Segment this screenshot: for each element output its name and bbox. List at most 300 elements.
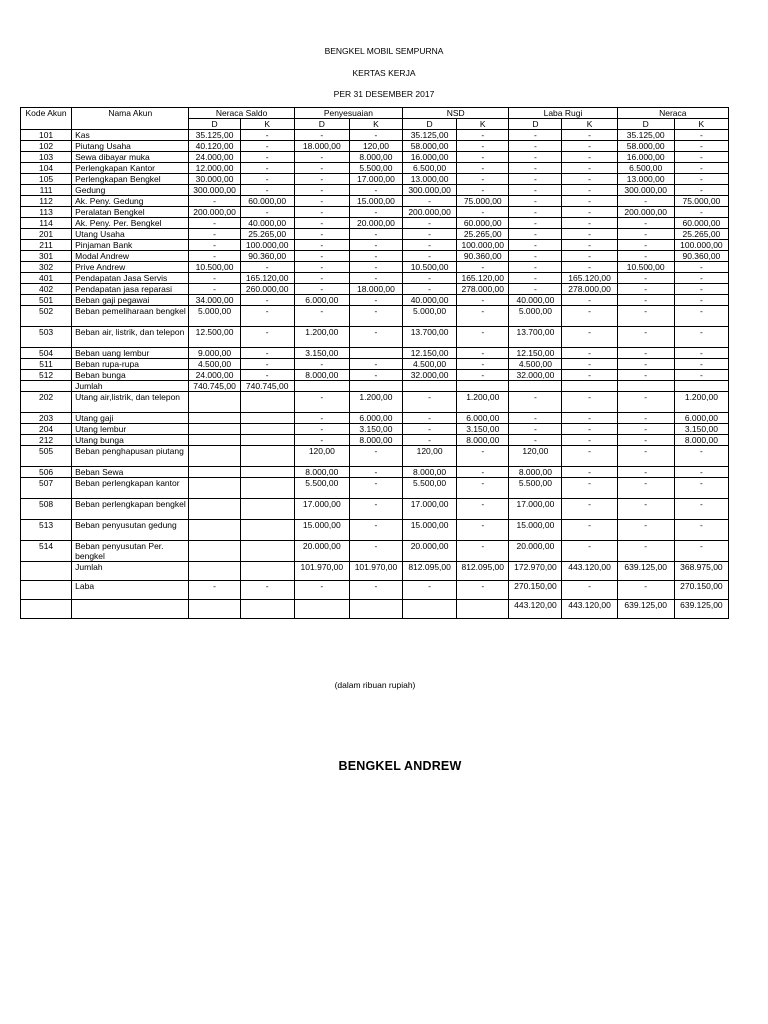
worksheet-table — [20, 107, 729, 619]
table-row — [21, 185, 729, 196]
cell-kode-akun: 502 — [21, 306, 72, 327]
cell-nsd-d: - — [403, 413, 457, 424]
cell-nrc-k: - — [674, 207, 728, 218]
cell-ns-k — [240, 424, 294, 435]
cell-lr-k: - — [562, 163, 617, 174]
cell-ns-d: - — [189, 240, 240, 251]
cell-adj-d: - — [294, 163, 349, 174]
cell-lr-d: 270.150,00 — [509, 581, 562, 600]
cell-ns-d: 40.120,00 — [189, 141, 240, 152]
cell-ns-k: 25.265,00 — [240, 229, 294, 240]
cell-ns-k: - — [240, 327, 294, 348]
cell-adj-d: - — [294, 207, 349, 218]
cell-nrc-k: - — [674, 446, 728, 467]
cell-kode-akun: 504 — [21, 348, 72, 359]
cell-lr-k: - — [562, 478, 617, 499]
header-penyesuaian: Penyesuaian — [294, 108, 402, 119]
cell-nrc-k: - — [674, 141, 728, 152]
cell-kode-akun: 512 — [21, 370, 72, 381]
cell-kode-akun: 204 — [21, 424, 72, 435]
table-row — [21, 467, 729, 478]
cell-ns-k: 100.000,00 — [240, 240, 294, 251]
cell-nrc-d: - — [617, 229, 674, 240]
cell-nsd-k: 3.150,00 — [457, 424, 509, 435]
cell-adj-k: - — [349, 541, 402, 562]
cell-lr-k: - — [562, 207, 617, 218]
cell-kode-akun: 105 — [21, 174, 72, 185]
table-row — [21, 295, 729, 306]
header-row-groups — [21, 108, 729, 119]
cell-nama-akun: Beban bunga — [72, 370, 189, 381]
table-row — [21, 478, 729, 499]
cell-nrc-d: - — [617, 240, 674, 251]
cell-nama-akun: Jumlah — [72, 562, 189, 581]
cell-nama-akun: Utang Usaha — [72, 229, 189, 240]
cell-nsd-d: - — [403, 392, 457, 413]
cell-ns-d — [189, 467, 240, 478]
cell-adj-k: 120,00 — [349, 141, 402, 152]
cell-nrc-k: - — [674, 348, 728, 359]
cell-nsd-k: - — [457, 520, 509, 541]
cell-lr-k: - — [562, 370, 617, 381]
cell-adj-k: 3.150,00 — [349, 424, 402, 435]
cell-lr-k: 165.120,00 — [562, 273, 617, 284]
cell-adj-k: 5.500,00 — [349, 163, 402, 174]
cell-nsd-d: 200.000,00 — [403, 207, 457, 218]
cell-lr-d — [509, 381, 562, 392]
cell-nsd-k: - — [457, 446, 509, 467]
cell-adj-d: - — [294, 229, 349, 240]
cell-lr-k: 278.000,00 — [562, 284, 617, 295]
cell-lr-k: - — [562, 152, 617, 163]
cell-kode-akun: 114 — [21, 218, 72, 229]
cell-ns-k — [240, 392, 294, 413]
header-kredit: K — [240, 119, 294, 130]
cell-adj-k: - — [349, 306, 402, 327]
cell-nsd-d: 32.000,00 — [403, 370, 457, 381]
cell-ns-k: - — [240, 174, 294, 185]
table-row — [21, 424, 729, 435]
cell-nrc-d: - — [617, 392, 674, 413]
cell-nama-akun: Utang gaji — [72, 413, 189, 424]
cell-lr-d: - — [509, 435, 562, 446]
cell-nrc-k: - — [674, 152, 728, 163]
cell-nrc-d: - — [617, 467, 674, 478]
table-row — [21, 392, 729, 413]
cell-lr-k: - — [562, 520, 617, 541]
cell-ns-k: 60.000,00 — [240, 196, 294, 207]
cell-ns-k: - — [240, 152, 294, 163]
cell-nsd-k: - — [457, 130, 509, 141]
cell-lr-k: - — [562, 581, 617, 600]
header-neraca: Neraca — [617, 108, 728, 119]
cell-kode-akun: 501 — [21, 295, 72, 306]
cell-adj-d: 17.000,00 — [294, 499, 349, 520]
table-row — [21, 541, 729, 562]
cell-nrc-d: - — [617, 446, 674, 467]
cell-adj-d: - — [294, 196, 349, 207]
cell-ns-d — [189, 600, 240, 619]
cell-adj-d: - — [294, 185, 349, 196]
cell-nsd-k: - — [457, 174, 509, 185]
cell-nrc-d: 13.000,00 — [617, 174, 674, 185]
cell-nama-akun: Prive Andrew — [72, 262, 189, 273]
cell-nrc-k: 8.000,00 — [674, 435, 728, 446]
cell-nsd-d: 40.000,00 — [403, 295, 457, 306]
table-row — [21, 499, 729, 520]
cell-nrc-k: - — [674, 174, 728, 185]
cell-lr-d: 20.000,00 — [509, 541, 562, 562]
cell-nrc-k: - — [674, 520, 728, 541]
cell-adj-d: - — [294, 240, 349, 251]
cell-ns-d: 34.000,00 — [189, 295, 240, 306]
cell-ns-d — [189, 392, 240, 413]
cell-nsd-d: 8.000,00 — [403, 467, 457, 478]
cell-ns-d: 200.000,00 — [189, 207, 240, 218]
cell-nama-akun: Beban pemeliharaan bengkel — [72, 306, 189, 327]
cell-adj-k — [349, 381, 402, 392]
cell-nsd-k: - — [457, 499, 509, 520]
cell-adj-k: - — [349, 130, 402, 141]
cell-adj-k — [349, 348, 402, 359]
header-debit: D — [403, 119, 457, 130]
cell-nsd-d: 20.000,00 — [403, 541, 457, 562]
cell-ns-k: - — [240, 185, 294, 196]
cell-nrc-d: - — [617, 306, 674, 327]
cell-adj-k: - — [349, 520, 402, 541]
cell-lr-d: - — [509, 163, 562, 174]
cell-ns-k: - — [240, 581, 294, 600]
cell-ns-k — [240, 467, 294, 478]
cell-ns-d: 30.000,00 — [189, 174, 240, 185]
cell-nsd-d: 300.000,00 — [403, 185, 457, 196]
cell-ns-d: 9.000,00 — [189, 348, 240, 359]
cell-nsd-d: 15.000,00 — [403, 520, 457, 541]
cell-kode-akun: 505 — [21, 446, 72, 467]
cell-ns-k: - — [240, 370, 294, 381]
cell-nrc-k: - — [674, 185, 728, 196]
cell-lr-d: 172.970,00 — [509, 562, 562, 581]
cell-nama-akun — [72, 600, 189, 619]
cell-ns-d: 12.500,00 — [189, 327, 240, 348]
cell-adj-d: 101.970,00 — [294, 562, 349, 581]
cell-nsd-d: 13.700,00 — [403, 327, 457, 348]
header-kredit: K — [562, 119, 617, 130]
cell-lr-k: - — [562, 218, 617, 229]
cell-nama-akun: Pendapatan jasa reparasi — [72, 284, 189, 295]
table-row — [21, 359, 729, 370]
cell-adj-d: 15.000,00 — [294, 520, 349, 541]
table-row — [21, 284, 729, 295]
cell-adj-d — [294, 381, 349, 392]
cell-adj-k: 8.000,00 — [349, 152, 402, 163]
cell-nrc-d: - — [617, 348, 674, 359]
cell-adj-d: - — [294, 174, 349, 185]
cell-adj-d: 120,00 — [294, 446, 349, 467]
cell-adj-d: - — [294, 392, 349, 413]
cell-nama-akun: Ak. Peny. Per. Bengkel — [72, 218, 189, 229]
table-row — [21, 196, 729, 207]
cell-ns-k: 165.120,00 — [240, 273, 294, 284]
cell-adj-d: - — [294, 130, 349, 141]
cell-nsd-k: 60.000,00 — [457, 218, 509, 229]
cell-nsd-d: - — [403, 251, 457, 262]
cell-lr-k: - — [562, 499, 617, 520]
cell-nama-akun: Pendapatan Jasa Servis — [72, 273, 189, 284]
cell-kode-akun: 302 — [21, 262, 72, 273]
cell-ns-d: 740.745,00 — [189, 381, 240, 392]
cell-nsd-d: 4.500,00 — [403, 359, 457, 370]
cell-nrc-k: - — [674, 541, 728, 562]
cell-nsd-d: 12.150,00 — [403, 348, 457, 359]
cell-nrc-k: - — [674, 295, 728, 306]
cell-nrc-d: 6.500,00 — [617, 163, 674, 174]
cell-kode-akun: 203 — [21, 413, 72, 424]
cell-ns-k: 40.000,00 — [240, 218, 294, 229]
cell-lr-d: - — [509, 185, 562, 196]
cell-adj-k: - — [349, 467, 402, 478]
cell-nsd-k: - — [457, 370, 509, 381]
cell-adj-d: 8.000,00 — [294, 370, 349, 381]
cell-adj-k: 8.000,00 — [349, 435, 402, 446]
cell-kode-akun — [21, 381, 72, 392]
cell-lr-k: - — [562, 262, 617, 273]
cell-nrc-k: - — [674, 273, 728, 284]
cell-nsd-k — [457, 381, 509, 392]
cell-ns-k: - — [240, 359, 294, 370]
cell-nrc-d: - — [617, 413, 674, 424]
cell-nrc-k: - — [674, 284, 728, 295]
header-kredit: K — [674, 119, 728, 130]
cell-lr-d: 40.000,00 — [509, 295, 562, 306]
second-title: BENGKEL ANDREW — [338, 759, 462, 773]
cell-nsd-k: - — [457, 348, 509, 359]
cell-ns-k: - — [240, 141, 294, 152]
cell-lr-k: - — [562, 467, 617, 478]
cell-ns-d: 10.500,00 — [189, 262, 240, 273]
document-title: KERTAS KERJA — [352, 68, 416, 78]
cell-adj-d: - — [294, 273, 349, 284]
cell-kode-akun: 508 — [21, 499, 72, 520]
cell-ns-d: - — [189, 581, 240, 600]
cell-nsd-k: 8.000,00 — [457, 435, 509, 446]
cell-lr-d: - — [509, 273, 562, 284]
cell-nrc-k: - — [674, 163, 728, 174]
cell-kode-akun: 401 — [21, 273, 72, 284]
cell-nama-akun: Piutang Usaha — [72, 141, 189, 152]
cell-nsd-d: 17.000,00 — [403, 499, 457, 520]
header-kode-akun: Kode Akun — [21, 108, 72, 130]
cell-nsd-d: 16.000,00 — [403, 152, 457, 163]
cell-lr-d: 15.000,00 — [509, 520, 562, 541]
cell-kode-akun: 402 — [21, 284, 72, 295]
cell-nama-akun: Kas — [72, 130, 189, 141]
cell-ns-d — [189, 499, 240, 520]
cell-nsd-k: - — [457, 359, 509, 370]
cell-kode-akun: 201 — [21, 229, 72, 240]
cell-nrc-k: - — [674, 499, 728, 520]
cell-adj-d: 20.000,00 — [294, 541, 349, 562]
period-line: PER 31 DESEMBER 2017 — [333, 89, 435, 99]
cell-kode-akun — [21, 562, 72, 581]
table-row — [21, 207, 729, 218]
cell-ns-k: - — [240, 262, 294, 273]
cell-ns-d: 24.000,00 — [189, 152, 240, 163]
cell-ns-k: 260.000,00 — [240, 284, 294, 295]
cell-nama-akun: Beban penghapusan piutang — [72, 446, 189, 467]
cell-lr-d: - — [509, 196, 562, 207]
cell-ns-d — [189, 478, 240, 499]
table-row — [21, 174, 729, 185]
cell-nrc-k: 6.000,00 — [674, 413, 728, 424]
cell-nsd-d: - — [403, 229, 457, 240]
table-row — [21, 306, 729, 327]
cell-lr-d: 120,00 — [509, 446, 562, 467]
cell-kode-akun: 506 — [21, 467, 72, 478]
cell-nrc-d: - — [617, 424, 674, 435]
cell-lr-d: - — [509, 424, 562, 435]
cell-kode-akun: 111 — [21, 185, 72, 196]
cell-lr-d: - — [509, 240, 562, 251]
cell-nrc-d: - — [617, 435, 674, 446]
cell-nama-akun: Beban uang lembur — [72, 348, 189, 359]
cell-nrc-k: - — [674, 262, 728, 273]
cell-adj-d: - — [294, 424, 349, 435]
table-row — [21, 435, 729, 446]
cell-adj-k: - — [349, 478, 402, 499]
table-row — [21, 562, 729, 581]
cell-adj-d: - — [294, 251, 349, 262]
cell-nsd-k — [457, 600, 509, 619]
cell-kode-akun: 104 — [21, 163, 72, 174]
cell-adj-d: - — [294, 218, 349, 229]
cell-ns-k — [240, 541, 294, 562]
cell-ns-d — [189, 435, 240, 446]
cell-adj-k: 1.200,00 — [349, 392, 402, 413]
cell-adj-k — [349, 600, 402, 619]
cell-adj-k: - — [349, 251, 402, 262]
cell-lr-d: 5.500,00 — [509, 478, 562, 499]
cell-adj-k: - — [349, 581, 402, 600]
cell-lr-k: - — [562, 295, 617, 306]
cell-nrc-d: - — [617, 541, 674, 562]
cell-nrc-d: 200.000,00 — [617, 207, 674, 218]
cell-ns-d — [189, 413, 240, 424]
cell-nama-akun: Pinjaman Bank — [72, 240, 189, 251]
cell-nsd-d: - — [403, 581, 457, 600]
cell-adj-k: 101.970,00 — [349, 562, 402, 581]
cell-ns-k — [240, 600, 294, 619]
cell-nrc-d: - — [617, 478, 674, 499]
cell-ns-d: 5.000,00 — [189, 306, 240, 327]
cell-nsd-d: 120,00 — [403, 446, 457, 467]
cell-nrc-d: - — [617, 251, 674, 262]
cell-nsd-d: - — [403, 284, 457, 295]
cell-nama-akun: Sewa dibayar muka — [72, 152, 189, 163]
cell-nama-akun: Utang lembur — [72, 424, 189, 435]
cell-adj-k: 20.000,00 — [349, 218, 402, 229]
cell-nama-akun: Beban air, listrik, dan telepon — [72, 327, 189, 348]
cell-ns-k — [240, 435, 294, 446]
table-row — [21, 446, 729, 467]
unit-note: (dalam ribuan rupiah) — [334, 680, 416, 690]
cell-lr-k: - — [562, 240, 617, 251]
cell-nsd-k: - — [457, 163, 509, 174]
cell-nrc-d: - — [617, 196, 674, 207]
table-row — [21, 229, 729, 240]
cell-kode-akun: 514 — [21, 541, 72, 562]
cell-nrc-k: 1.200,00 — [674, 392, 728, 413]
cell-nsd-k: - — [457, 467, 509, 478]
cell-adj-k: - — [349, 262, 402, 273]
cell-nsd-k: - — [457, 306, 509, 327]
cell-nsd-k: - — [457, 152, 509, 163]
cell-adj-k: 17.000,00 — [349, 174, 402, 185]
cell-nama-akun: Beban gaji pegawai — [72, 295, 189, 306]
cell-nrc-d: 16.000,00 — [617, 152, 674, 163]
cell-adj-k: 15.000,00 — [349, 196, 402, 207]
cell-kode-akun — [21, 581, 72, 600]
cell-nsd-k: - — [457, 295, 509, 306]
cell-nama-akun: Beban rupa-rupa — [72, 359, 189, 370]
cell-lr-d: - — [509, 229, 562, 240]
cell-nsd-d: - — [403, 196, 457, 207]
cell-nsd-d: 6.500,00 — [403, 163, 457, 174]
cell-kode-akun: 102 — [21, 141, 72, 152]
cell-nsd-d: 5.500,00 — [403, 478, 457, 499]
cell-lr-k: - — [562, 306, 617, 327]
cell-nama-akun: Jumlah — [72, 381, 189, 392]
cell-nrc-d: 639.125,00 — [617, 562, 674, 581]
cell-adj-d: 3.150,00 — [294, 348, 349, 359]
cell-lr-k: - — [562, 130, 617, 141]
cell-nama-akun: Beban perlengkapan kantor — [72, 478, 189, 499]
cell-nama-akun: Laba — [72, 581, 189, 600]
cell-nsd-k: - — [457, 478, 509, 499]
table-row — [21, 163, 729, 174]
cell-nama-akun: Beban Sewa — [72, 467, 189, 478]
cell-ns-k: - — [240, 130, 294, 141]
cell-adj-d: 5.500,00 — [294, 478, 349, 499]
cell-nsd-k: 25.265,00 — [457, 229, 509, 240]
cell-lr-d: - — [509, 262, 562, 273]
cell-adj-d: - — [294, 435, 349, 446]
cell-nrc-d: - — [617, 499, 674, 520]
cell-adj-k: - — [349, 295, 402, 306]
cell-nsd-k: - — [457, 185, 509, 196]
cell-adj-k: - — [349, 207, 402, 218]
cell-nsd-d: - — [403, 240, 457, 251]
cell-nrc-d: - — [617, 218, 674, 229]
table-row — [21, 381, 729, 392]
table-row — [21, 130, 729, 141]
cell-kode-akun: 101 — [21, 130, 72, 141]
cell-kode-akun: 503 — [21, 327, 72, 348]
cell-nrc-k: - — [674, 359, 728, 370]
cell-nsd-d: 5.000,00 — [403, 306, 457, 327]
cell-ns-d: 300.000,00 — [189, 185, 240, 196]
cell-nrc-d: - — [617, 327, 674, 348]
table-row — [21, 581, 729, 600]
cell-adj-k: - — [349, 229, 402, 240]
cell-ns-k — [240, 562, 294, 581]
cell-adj-k: - — [349, 185, 402, 196]
cell-nrc-k: 3.150,00 — [674, 424, 728, 435]
cell-nrc-k: - — [674, 370, 728, 381]
cell-ns-k: 740.745,00 — [240, 381, 294, 392]
cell-lr-d: 443.120,00 — [509, 600, 562, 619]
cell-kode-akun — [21, 600, 72, 619]
